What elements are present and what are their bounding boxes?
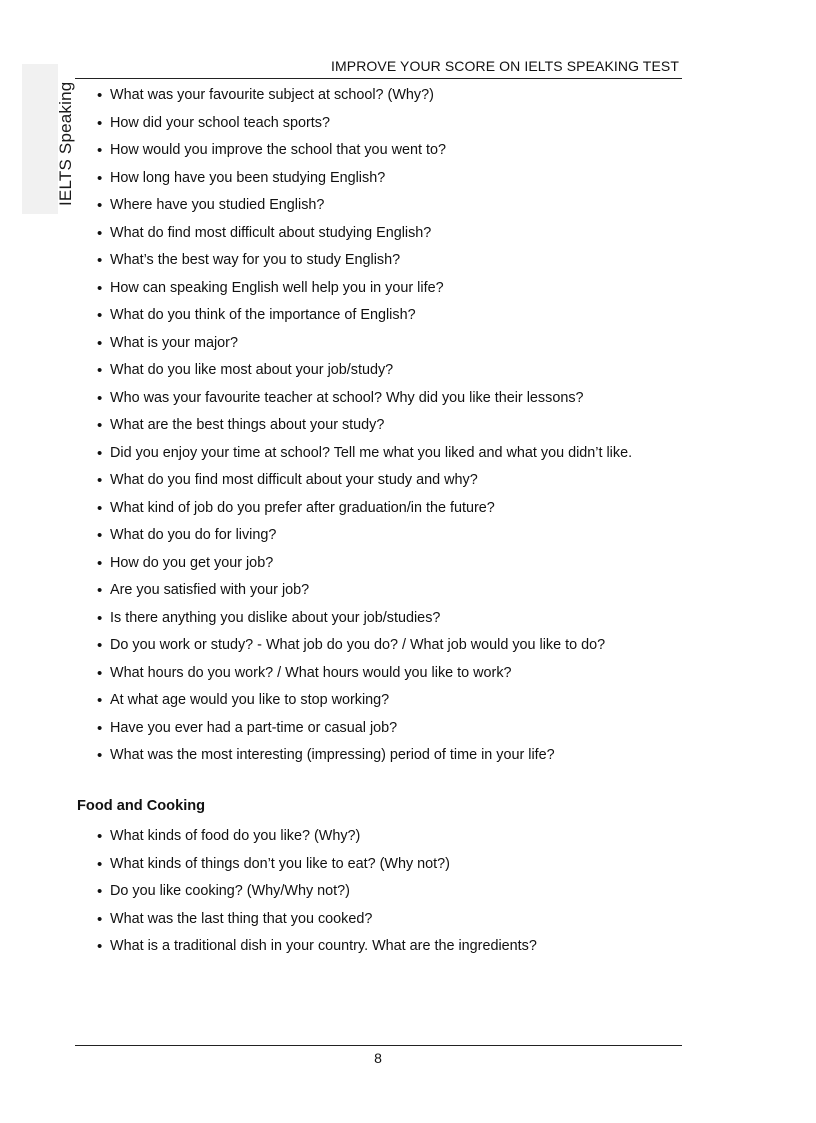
- list-item: • Are you satisfied with your job?: [97, 577, 697, 605]
- list-item: • Did you enjoy your time at school? Tell me what you liked and what you didn’t like.: [97, 440, 697, 468]
- list-item: • What hours do you work? / What hours would you like to work?: [97, 660, 697, 688]
- page-number: 8: [374, 1050, 382, 1066]
- list-item: • Have you ever had a part-time or casual job?: [97, 715, 697, 743]
- question-list-main: [97, 82, 697, 770]
- list-item: • What was your favourite subject at school? (Why?): [97, 82, 697, 110]
- list-item: • What do you think of the importance of English?: [97, 302, 697, 330]
- list-item: • How do you get your job?: [97, 550, 697, 578]
- list-item: • What is a traditional dish in your country. What are the ingredients?: [97, 933, 697, 961]
- side-label-background: [22, 64, 58, 214]
- list-item: • Who was your favourite teacher at school? Why did you like their lessons?: [97, 385, 697, 413]
- list-item: • How did your school teach sports?: [97, 110, 697, 138]
- list-item: • What kinds of food do you like? (Why?): [97, 823, 697, 851]
- list-item: • Do you work or study? - What job do you do? / What job would you like to do?: [97, 632, 697, 660]
- list-item: • What was the last thing that you cooked?: [97, 906, 697, 934]
- list-item: • What do find most difficult about studying English?: [97, 220, 697, 248]
- footer-divider: [75, 1045, 682, 1046]
- page-header-title: IMPROVE YOUR SCORE ON IELTS SPEAKING TEST: [331, 58, 679, 74]
- side-label: IELTS Speaking: [56, 81, 75, 206]
- list-item: • What is your major?: [97, 330, 697, 358]
- header-divider: [75, 78, 682, 79]
- list-item: • What was the most interesting (impressing) period of time in your life?: [97, 742, 697, 770]
- list-item: • How can speaking English well help you in your life?: [97, 275, 697, 303]
- list-item: • What do you like most about your job/study?: [97, 357, 697, 385]
- question-list-food: [97, 823, 697, 961]
- list-item: • How long have you been studying English?: [97, 165, 697, 193]
- list-item: • Is there anything you dislike about your job/studies?: [97, 605, 697, 633]
- list-item: • Do you like cooking? (Why/Why not?): [97, 878, 697, 906]
- list-item: • What kinds of things don’t you like to eat? (Why not?): [97, 851, 697, 879]
- list-item: • Where have you studied English?: [97, 192, 697, 220]
- list-item: • What are the best things about your study?: [97, 412, 697, 440]
- list-item: • What do you do for living?: [97, 522, 697, 550]
- list-item: • How would you improve the school that you went to?: [97, 137, 697, 165]
- section-heading-food: Food and Cooking: [77, 798, 206, 814]
- list-item: • What’s the best way for you to study English?: [97, 247, 697, 275]
- list-item: • What do you find most difficult about your study and why?: [97, 467, 697, 495]
- list-item: • At what age would you like to stop working?: [97, 687, 697, 715]
- list-item: • What kind of job do you prefer after graduation/in the future?: [97, 495, 697, 523]
